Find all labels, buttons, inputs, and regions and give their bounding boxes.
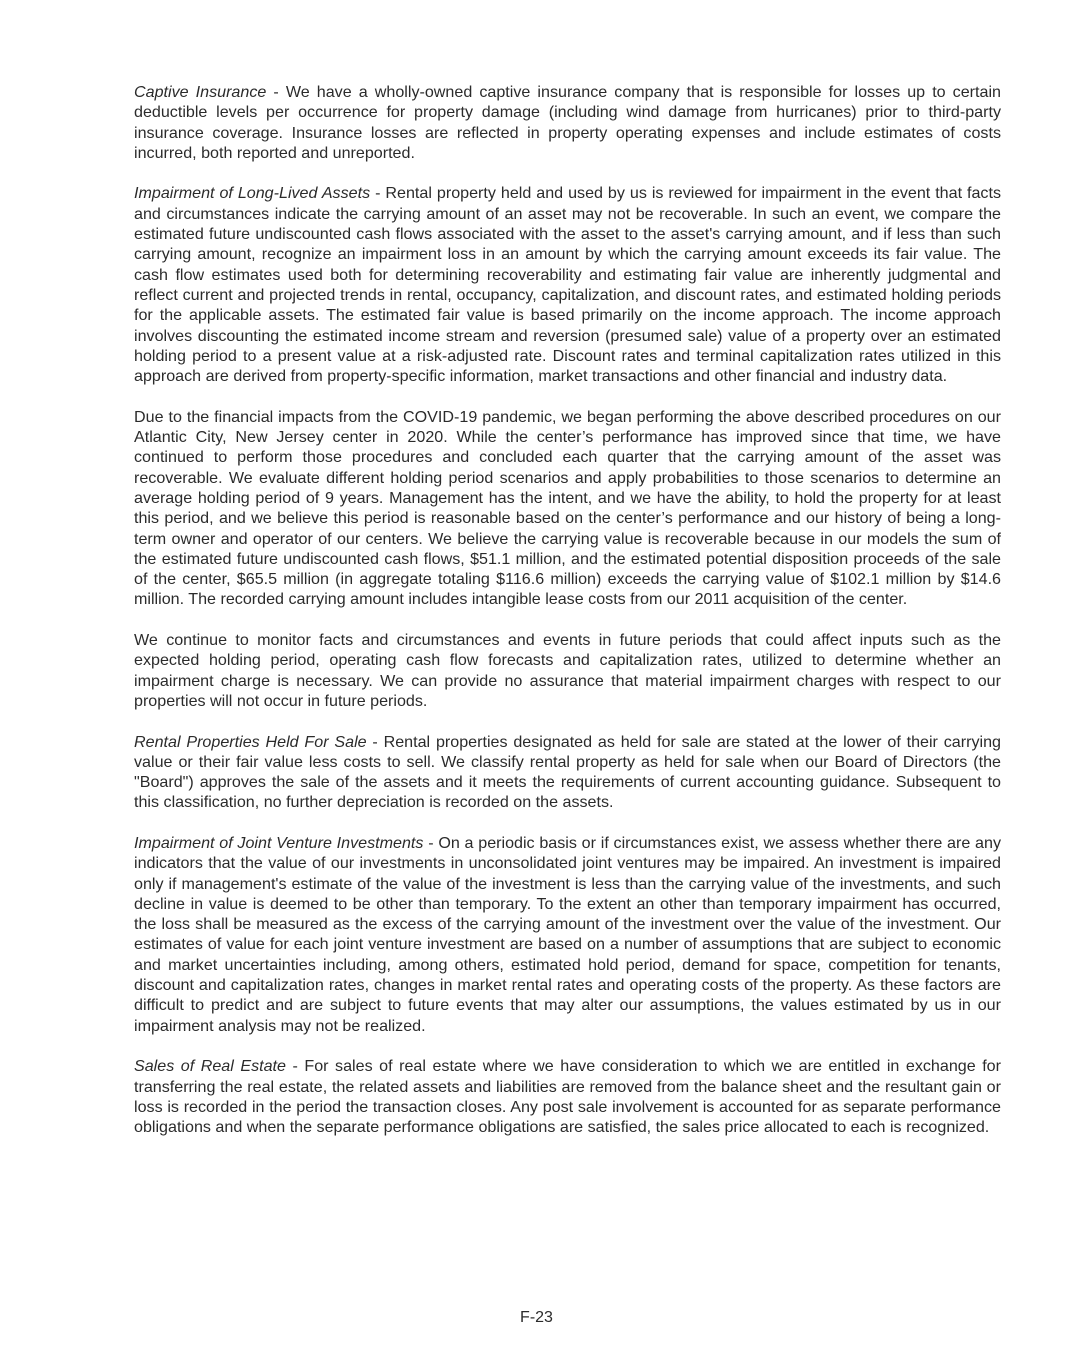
- heading-separator: -: [366, 732, 384, 751]
- paragraph-covid-atlantic-city: [134, 407, 1001, 610]
- paragraph-text: Rental properties designated as held for sale are stated at the lower of their carrying value or their fair value less costs to sell. We classify rental property as held for sale when our Board of Directors (the "Board") approves the sale of the assets and it meets the requirements of current accounting guidance. Subsequent to this classification, no further depreciation is recorded on the assets.: [134, 732, 1001, 812]
- paragraph-heading: Sales of Real Estate: [134, 1057, 286, 1076]
- heading-separator: -: [266, 83, 286, 101]
- paragraph-text: We have a wholly-owned captive insurance company that is responsible for losses up to certain deductible levels per occurrence for property damage (including wind damage from hurricanes) prior to third-party insurance coverage. Insurance losses are reflected in property operating expenses and include estimates of costs incurred, both reported and unreported.: [134, 83, 1001, 162]
- paragraph-monitoring: [134, 630, 1001, 711]
- page-number: F-23: [520, 1309, 553, 1326]
- paragraph-text: On a periodic basis or if circumstances exist, we assess whether there are any indicators that the value of our investments in unconsolidated joint ventures may be impaired. An investment is impaired only if management's estimate of the value of the investment is less than the carrying value of the investments, and such decline in value is deemed to be other than temporary. To the extent an other than temporary impairment has occurred, the loss shall be measured as the excess of the carrying amount of the investment over the value of the investment. Our estimates of value for each joint venture investment are based on a number of assumptions that are subject to economic and market uncertainties including, among others, estimated hold period, demand for space, competition for tenants, discount and capitalization rates, changes in market rental rates and operating costs of the property. As these factors are difficult to predict and are subject to future events that may alter our assumptions, the values estimated by us in our impairment analysis may not be realized.: [134, 833, 1002, 1035]
- paragraph-heading: Rental Properties Held For Sale: [134, 732, 367, 751]
- paragraph-impairment-long-lived-assets: [134, 183, 1001, 386]
- heading-separator: -: [285, 1057, 305, 1076]
- paragraph-text: Rental property held and used by us is reviewed for impairment in the event that facts and circumstances indicate the carrying amount of an asset may not be recoverable. In such an event, we compare the estimated future undiscounted cash flows associated with the asset to the asset's carrying amount, and if less than such carrying amount, recognize an impairment loss in an amount by which the carrying amount exceeds its fair value. The cash flow estimates used both for determining recoverability and estimating fair value are inherently judgmental and reflect current and projected trends in rental, occupancy, capitalization, and discount rates, and estimated holding periods for the applicable assets. The estimated fair value is based primarily on the income approach. The income approach involves discounting the estimated income stream and reversion (presumed sale) value of a property over an estimated holding period to a present value at a risk-adjusted rate. Discount rates and terminal capitalization rates utilized in this approach are derived from property-specific information, market transactions and other financial and industry data.: [134, 184, 1001, 386]
- paragraph-text: For sales of real estate where we have consideration to which we are entitled in exchange for transferring the real estate, the related assets and liabilities are removed from the balance sheet and the resultant gain or loss is recorded in the period the transaction closes. Any post sale involvement is accounted for as separate performance obligations and when the separate performance obligations are satisfied, the sales price allocated to each is recognized.: [134, 1057, 1001, 1137]
- paragraph-text: Due to the financial impacts from the COVID-19 pandemic, we began performing the above described procedures on our Atlantic City, New Jersey center in 2020. While the center’s performance has improved since that time, we have continued to perform those procedures and concluded each quarter that the carrying amount of the asset was recoverable. We evaluate different holding period scenarios and apply probabilities to those scenarios to determine an average holding period of 9 years. Management has the intent, and we have the ability, to hold the property for at least this period, and we believe this period is reasonable based on the center’s performance and our history of being a long-term owner and operator of our centers. We believe the carrying value is recoverable because in our models the sum of the estimated future undiscounted cash flows, $51.1 million, and the estimated potential disposition proceeds of the sale of the center, $65.5 million (in aggregate totaling $116.6 million) exceeds the carrying value of $102.1 million by $14.6 million. The recorded carrying amount includes intangible lease costs from our 2011 acquisition of the center.: [134, 407, 1001, 609]
- paragraph-heading: Impairment of Joint Venture Investments: [134, 833, 424, 852]
- paragraph-text: We continue to monitor facts and circumstances and events in future periods that could affect inputs such as the expected holding period, operating cash flow forecasts and capitalization rates, utilized to determine whether an impairment charge is necessary. We can provide no assurance that material impairment charges with respect to our properties will not occur in future periods.: [134, 631, 1001, 710]
- document-body: [134, 82, 1001, 1158]
- heading-separator: -: [370, 184, 386, 203]
- paragraph-sales-of-real-estate: [134, 1056, 1001, 1137]
- heading-separator: -: [423, 833, 439, 852]
- paragraph-joint-venture-impairment: [134, 833, 1001, 1036]
- paragraph-heading: Captive Insurance: [134, 83, 267, 101]
- paragraph-heading: Impairment of Long-Lived Assets: [134, 184, 371, 203]
- paragraph-held-for-sale: [134, 732, 1001, 813]
- paragraph-captive-insurance: [134, 82, 1001, 163]
